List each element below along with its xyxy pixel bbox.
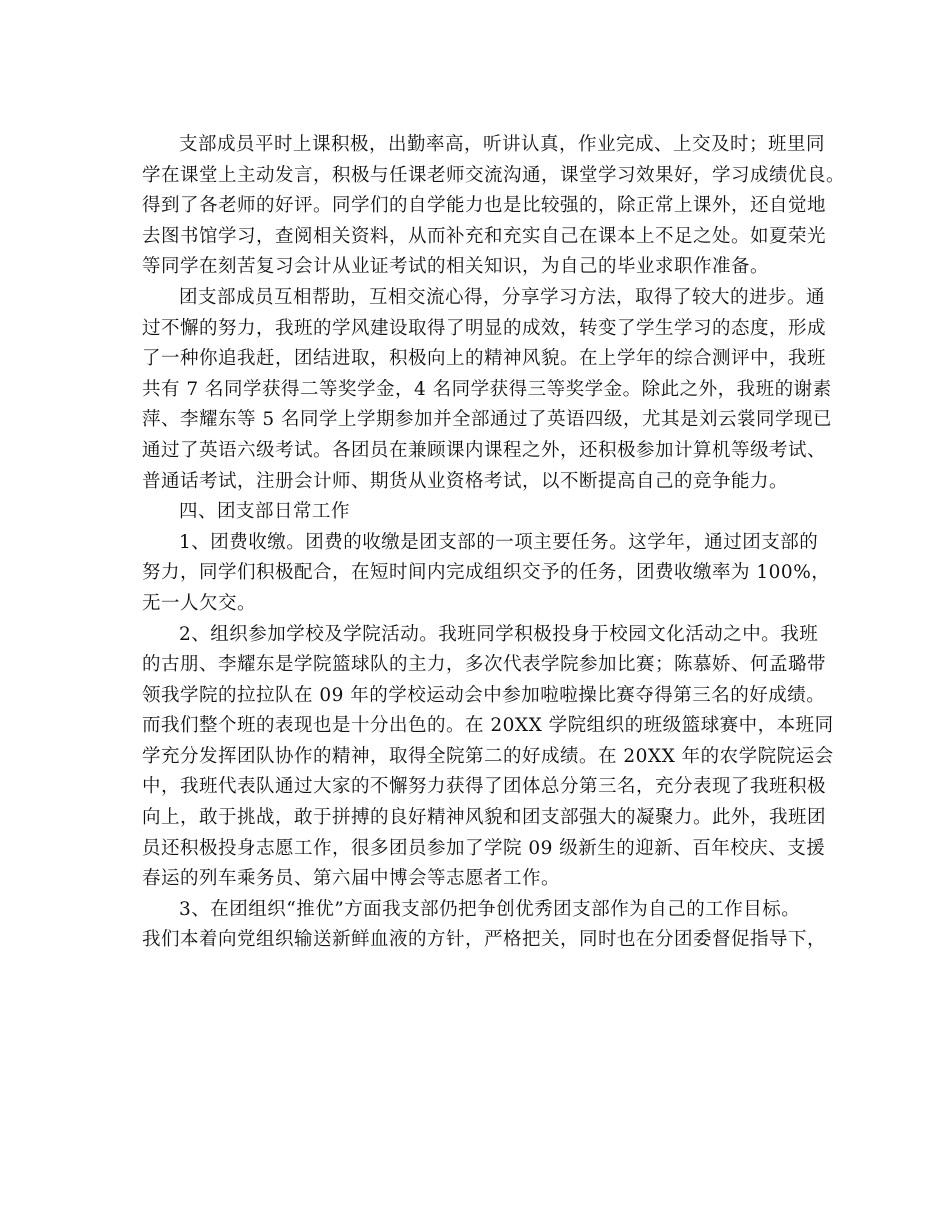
text-line: 得到了各老师的好评。同学们的自学能力也是比较强的，除正常上课外，还自觉地 — [142, 195, 827, 217]
text-line: 无一人欠交。 — [142, 592, 257, 614]
text-line: 的古朋、李耀东是学院篮球队的主力，多次代表学院参加比赛；陈慕娇、何孟璐带 — [142, 654, 827, 676]
text-line: 领我学院的拉拉队在 09 年的学校运动会中参加啦啦操比赛夺得第三名的好成绩。 — [142, 684, 826, 706]
text-line: 春运的列车乘务员、第六届中博会等志愿者工作。 — [142, 868, 561, 890]
text-line: 通过了英语六级考试。各团员在兼顾课内课程之外，还积极参加计算机等级考试、 — [142, 439, 827, 461]
text-line: 团支部成员互相帮助，互相交流心得，分享学习方法，取得了较大的进步。通 — [179, 286, 826, 308]
text-line: 支部成员平时上课积极，出勤率高，听讲认真，作业完成、上交及时；班里同 — [179, 134, 826, 155]
text-line: 过不懈的努力，我班的学风建设取得了明显的成效，转变了学生学习的态度，形成 — [142, 317, 827, 339]
text-line: 普通话考试，注册会计师、期货从业资格考试，以不断提高自己的竞争能力。 — [142, 470, 789, 492]
text-line: 努力，同学们积极配合，在短时间内完成组织交予的任务，团费收缴率为 100%， — [142, 562, 831, 584]
text-line: 学在课堂上主动发言，积极与任课老师交流沟通，课堂学习效果好，学习成绩优良。 — [142, 164, 846, 186]
text-line: 我们本着向党组织输送新鲜血液的方针，严格把关，同时也在分团委督促指导下， — [142, 929, 827, 951]
text-line: 中，我班代表队通过大家的不懈努力获得了团体总分第三名，充分表现了我班积极 — [142, 776, 827, 798]
text-line: 四、团支部日常工作 — [179, 501, 351, 523]
text-line: 萍、李耀东等 5 名同学上学期参加并全部通过了英语四级，尤其是刘云裳同学现已 — [142, 409, 833, 431]
document-body — [142, 130, 846, 956]
text-line: 员还积极投身志愿工作，很多团员参加了学院 09 级新生的迎新、百年校庆、支援 — [142, 837, 826, 859]
text-line: 3、在团组织“推优”方面我支部仍把争创优秀团支部作为自己的工作目标。 — [179, 898, 801, 920]
text-line: 而我们整个班的表现也是十分出色的。在 20XX 学院组织的班级篮球赛中，本班同 — [142, 715, 834, 737]
text-line: 等同学在刻苦复习会计从业证考试的相关知识，为自己的毕业求职作准备。 — [142, 256, 770, 278]
text-line: 了一种你追我赶，团结进取，积极向上的精神风貌。在上学年的综合测评中，我班 — [142, 348, 827, 370]
text-line: 学充分发挥团队协作的精神，取得全院第二的好成绩。在 20XX 年的农学院院运会 — [142, 745, 834, 767]
text-line: 1、团费收缴。团费的收缴是团支部的一项主要任务。这学年，通过团支部的 — [179, 531, 819, 553]
text-line: 去图书馆学习，查阅相关资料，从而补充和充实自己在课本上不足之处。如夏荣光 — [142, 225, 827, 247]
text-line: 2、组织参加学校及学院活动。我班同学积极投身于校园文化活动之中。我班 — [179, 623, 819, 645]
text-line: 共有 7 名同学获得二等奖学金，4 名同学获得三等奖学金。除此之外，我班的谢素 — [142, 378, 832, 400]
text-line: 向上，敢于挑战，敢于拼搏的良好精神风貌和团支部强大的凝聚力。此外，我班团 — [142, 807, 827, 829]
